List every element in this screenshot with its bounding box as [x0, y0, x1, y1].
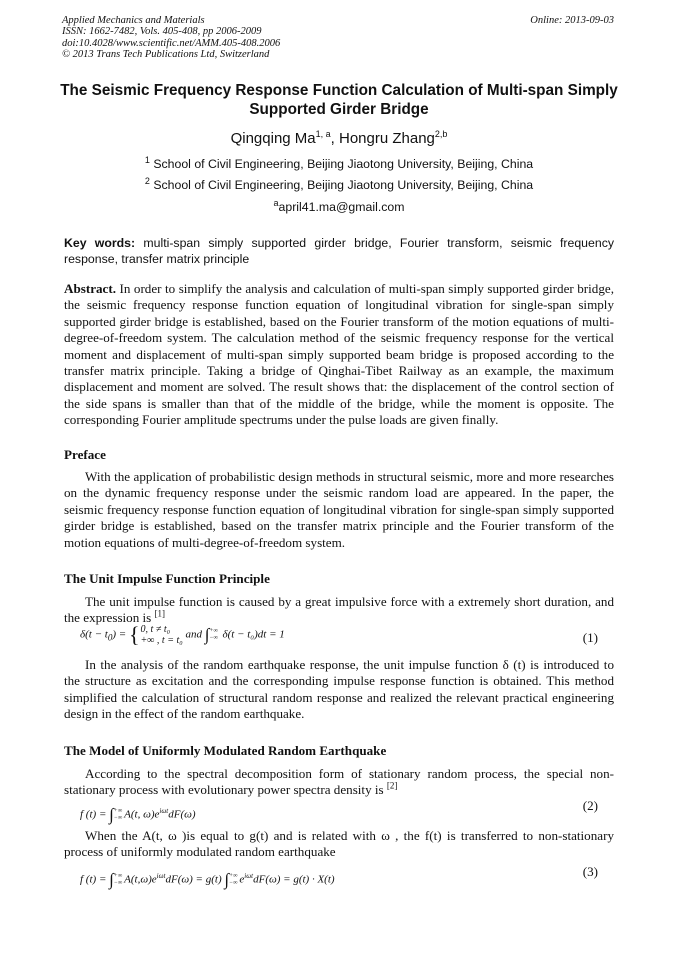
- integral-symbol: ∫: [109, 805, 114, 824]
- citation-2: [2]: [386, 781, 398, 792]
- doi-line: doi:10.4028/www.scientific.net/AMM.405-408.2006: [62, 37, 281, 49]
- author-affil-mark: 1, a: [315, 129, 331, 139]
- affiliation-mark: 2: [144, 175, 150, 186]
- affiliation-text: School of Civil Engineering, Beijing Jiaotong University, Beijing, China: [153, 157, 534, 171]
- equation-2: [80, 805, 196, 825]
- eq3-lhs: f (t) =: [80, 873, 107, 886]
- eq1-lhs-end: ) =: [112, 628, 127, 641]
- integral-symbol: ∫: [109, 870, 114, 889]
- abstract-label: Abstract.: [64, 281, 116, 296]
- model-text: According to the spectral decomposition form of stationary random process, the special non-stationary process with evolutionary power spectra density is: [64, 766, 614, 798]
- impulse-paragraph-2: In the analysis of the random earthquake response, the unit impulse function δ (t) is introduced to the structure as excitation and the corresponding impulse response function is obtained. This method simplified the calculation of structural random response and realized the relevant practical engineering design in the effect of the random earthquake.: [64, 657, 614, 722]
- equation-number-1: (1): [582, 630, 598, 645]
- abstract-text: In order to simplify the analysis and calculation of multi-span simply supported girder bridge, the seismic frequency response function equation of longitudinal vibration for single-span simply supported girder bridge is established, based on the Fourier transform of the motion equations of multi-degree-of-freedom system. The calculation method of the seismic frequency response for the vertical moment and displacement of multi-span simply supported beam bridge is proposed according to the transfer matrix principle. Taking a bridge of Qinghai-Tibet Railway as an example, the maximum displacement and moment are solved. The result shows that: the displacement of the control section of the side spans is smaller than that of the middle of the bridge, while the moment is opposite. The corresponding Fourier amplitude spectrums under the pulse loads are given finally.: [64, 281, 614, 428]
- keywords: [64, 235, 614, 267]
- journal-header: [62, 15, 280, 60]
- keywords-text: multi-span simply supported girder bridge, Fourier transform, seismic frequency response, transfer matrix principle: [64, 236, 614, 266]
- affiliation-2: [0, 175, 678, 192]
- paper-title: The Seismic Frequency Response Function Calculation of Multi-span Simply Supported Girder Bridge: [60, 82, 618, 118]
- eq1-and: and: [185, 628, 202, 641]
- eq1-case-2: +∞ , t = t₀: [140, 635, 183, 646]
- eq1-rhs: δ(t − t₀)dt = 1: [222, 628, 285, 641]
- author-affil-mark: 2,b: [434, 129, 448, 139]
- citation-1: [1]: [154, 609, 166, 620]
- eq1-case-1: 0, t ≠ t₀: [140, 624, 171, 635]
- preface-paragraph: With the application of probabilistic design methods in structural seismic, more and more researches on the dynamic frequency response under the seismic random load are appeared. In the paper, the seismic frequency response function equation of longitudinal vibration for single-span simply supported girder bridge is established, based on the transfer matrix principle and the Fourier transform of the motion equations of multi-degree-of-freedom system.: [64, 469, 614, 550]
- issn-line: ISSN: 1662-7482, Vols. 405-408, pp 2006-2009: [62, 26, 262, 38]
- impulse-text: The unit impulse function is caused by a great impulsive force with a extremely short duration, and the expression is: [64, 594, 614, 626]
- abstract: [64, 281, 614, 429]
- affiliation-mark: 1: [144, 154, 150, 165]
- eq1-lhs: δ(t − t: [80, 628, 108, 641]
- eq2-end: dF(ω): [168, 808, 196, 821]
- eq1-lhs-sub: 0: [107, 632, 113, 643]
- affiliation-1: [0, 154, 678, 171]
- eq3-part-a: A(t,ω)e: [124, 873, 157, 886]
- equation-number-2: (2): [582, 798, 598, 813]
- eq3-exponent: iωt: [244, 871, 254, 880]
- integral-symbol: ∫: [224, 870, 230, 889]
- model-paragraph-1: [64, 766, 614, 799]
- eq2-rhs: A(t, ω)e: [124, 808, 160, 821]
- model-paragraph-2: When the A(t, ω )is equal to g(t) and is related with ω , the f(t) is transferred to non-stationary process of uniformly modulated random earthquake: [64, 828, 614, 860]
- impulse-paragraph-1: [64, 594, 614, 627]
- author-name: Qingqing Ma: [230, 130, 316, 147]
- integral-symbol: ∫: [204, 625, 210, 644]
- eq3-part-d: dF(ω) = g(t) · X(t): [253, 873, 335, 886]
- equation-number-3: (3): [582, 864, 598, 879]
- equation-1: [80, 624, 285, 646]
- author-separator: ,: [330, 130, 339, 147]
- email-text: april41.ma@gmail.com: [278, 200, 405, 214]
- author-email: [0, 197, 678, 214]
- copyright-line: © 2013 Trans Tech Publications Ltd, Switzerland: [62, 48, 270, 60]
- email-mark: a: [273, 197, 279, 208]
- brace-symbol: {: [128, 622, 140, 647]
- affiliation-text: School of Civil Engineering, Beijing Jiaotong University, Beijing, China: [153, 178, 534, 192]
- integral-limits: +∞ −∞: [229, 873, 238, 886]
- eq3-part-b: dF(ω) = g(t): [165, 873, 222, 886]
- section-heading-model: The Model of Uniformly Modulated Random Earthquake: [64, 743, 387, 758]
- integral-limits: +∞ −∞: [113, 808, 123, 821]
- eq1-cases: [129, 624, 183, 646]
- integral-limits: +∞ −∞: [113, 873, 123, 886]
- integral-limits: +∞ −∞: [209, 628, 218, 641]
- eq2-lhs: f (t) =: [80, 808, 107, 821]
- section-heading-impulse: The Unit Impulse Function Principle: [64, 571, 270, 586]
- journal-name: Applied Mechanics and Materials: [62, 15, 205, 26]
- author-line: [0, 130, 678, 147]
- online-date: Online: 2013-09-03: [530, 15, 614, 26]
- section-heading-preface: Preface: [64, 447, 106, 462]
- eq3-exponent: iωt: [156, 871, 166, 880]
- eq3-part-c: e: [239, 873, 245, 886]
- author-name: Hongru Zhang: [339, 130, 435, 147]
- eq2-exponent: iωt: [159, 806, 169, 815]
- keywords-label: Key words:: [64, 236, 136, 250]
- equation-3: [80, 870, 335, 890]
